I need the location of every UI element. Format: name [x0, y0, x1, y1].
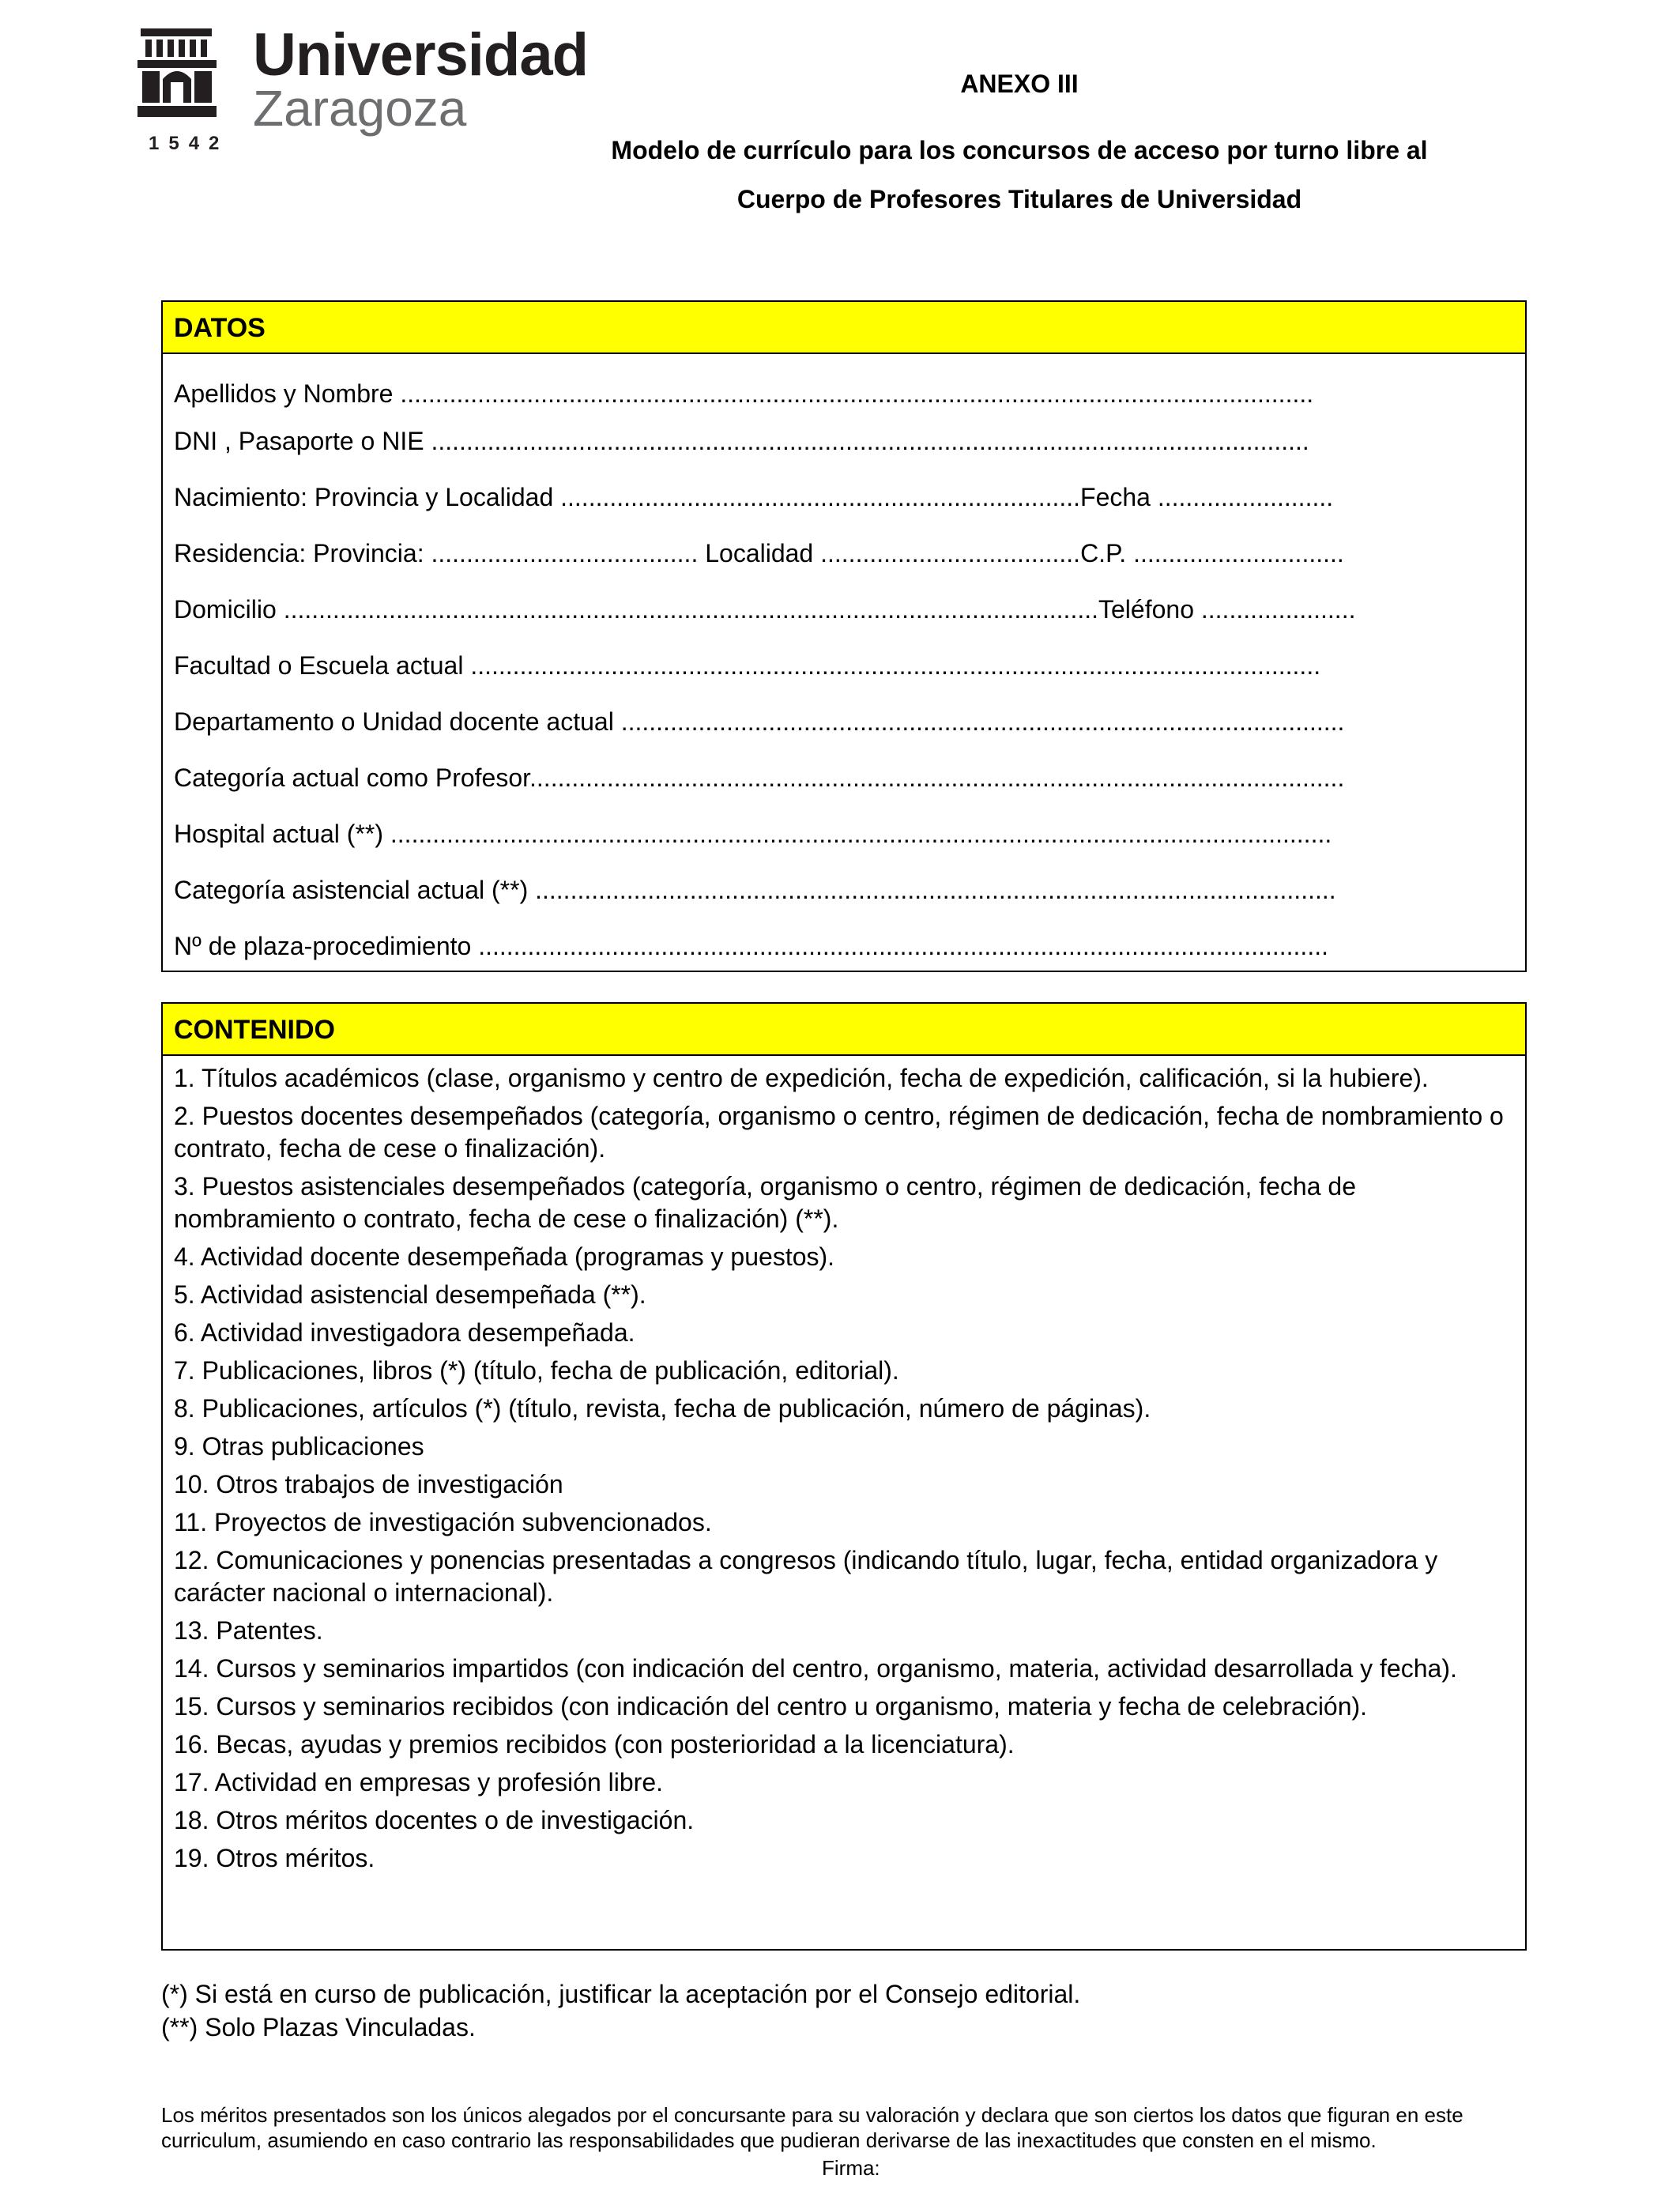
field-departamento[interactable]: Departamento o Unidad docente actual ....................................................................................................... [174, 707, 1345, 736]
logo-year: 1542 [149, 133, 229, 154]
list-item: 14. Cursos y seminarios impartidos (con indicación del centro, organismo, materia, actividad desarrollada y fecha). [174, 1654, 1457, 1683]
list-item: 10. Otros trabajos de investigación [174, 1470, 563, 1498]
signature-label: Firma: [822, 2156, 880, 2180]
field-dni[interactable]: DNI , Pasaporte o NIE ............................................................................................................................. [174, 427, 1309, 455]
contenido-list [163, 1056, 1525, 1875]
field-domicilio[interactable]: Domicilio ....................................................................................................................Teléfono ...................... [174, 595, 1356, 624]
footnotes [161, 1977, 1080, 2044]
footnote-publication: (*) Si está en curso de publicación, justificar la aceptación por el Consejo editorial. [161, 1980, 1081, 2008]
annex-title: ANEXO III [960, 70, 1079, 98]
declaration-text: Los méritos presentados son los únicos alegados por el concursante para su valoración y declara que son ciertos los datos que figuran en este curriculum, asumiendo en caso contrario las responsabilidades que pudieran derivarse de las inexactitudes que consten en el mismo. [161, 2103, 1463, 2152]
list-item: 1. Títulos académicos (clase, organismo y centro de expedición, fecha de expedición, calificación, si la hubiere). [174, 1064, 1429, 1092]
contenido-section [161, 1002, 1527, 1951]
field-apellidos-nombre[interactable]: Apellidos y Nombre .................................................................................................................................. [174, 379, 1314, 408]
field-nacimiento[interactable]: Nacimiento: Provincia y Localidad ..........................................................................Fecha ......................... [174, 483, 1334, 511]
list-item: 18. Otros méritos docentes o de investigación. [174, 1806, 695, 1834]
logo-name: Universidad [253, 21, 589, 89]
field-plaza-procedimiento[interactable]: Nº de plaza-procedimiento ......................................................................................................................... [174, 932, 1328, 960]
contenido-heading: CONTENIDO [163, 1004, 1525, 1056]
list-item: 2. Puestos docentes desempeñados (categoría, organismo o centro, régimen de dedicación, fecha de nombramiento o contrato, fecha de cese o finalización). [174, 1102, 1504, 1163]
list-item: 16. Becas, ayudas y premios recibidos (con posterioridad a la licenciatura). [174, 1730, 1015, 1759]
crest-icon [134, 28, 221, 131]
field-facultad[interactable]: Facultad o Escuela actual ......................................................................................................................... [174, 651, 1321, 680]
field-categoria-profesor[interactable]: Categoría actual como Profesor.................................................................................................................... [174, 763, 1345, 792]
list-item: 19. Otros méritos. [174, 1844, 375, 1872]
datos-section [161, 300, 1527, 972]
list-item: 9. Otras publicaciones [174, 1432, 424, 1461]
subtitle-line-1: Modelo de currículo para los concursos de acceso por turno libre al [611, 136, 1428, 164]
logo-city: Zaragoza [253, 80, 467, 137]
list-item: 6. Actividad investigadora desempeñada. [174, 1318, 635, 1347]
list-item: 4. Actividad docente desempeñada (programas y puestos). [174, 1242, 835, 1271]
footnote-vinculadas: (**) Solo Plazas Vinculadas. [161, 2013, 476, 2041]
list-item: 17. Actividad en empresas y profesión libre. [174, 1768, 663, 1796]
list-item: 8. Publicaciones, artículos (*) (título, revista, fecha de publicación, número de páginas). [174, 1394, 1151, 1423]
datos-heading: DATOS [163, 302, 1525, 354]
subtitle-line-2: Cuerpo de Profesores Titulares de Universidad [736, 185, 1302, 213]
list-item: 7. Publicaciones, libros (*) (título, fecha de publicación, editorial). [174, 1356, 899, 1385]
field-categoria-asistencial[interactable]: Categoría asistencial actual (**) .................................................................................................................. [174, 876, 1336, 904]
list-item: 15. Cursos y seminarios recibidos (con indicación del centro u organismo, materia y fecha de celebración). [174, 1692, 1368, 1721]
list-item: 13. Patentes. [174, 1616, 323, 1645]
list-item: 11. Proyectos de investigación subvencionados. [174, 1508, 712, 1536]
field-hospital[interactable]: Hospital actual (**) ...................................................................................................................................... [174, 820, 1332, 848]
list-item: 12. Comunicaciones y ponencias presentadas a congresos (indicando título, lugar, fecha, entidad organizadora y carácter nacional o internacional). [174, 1546, 1438, 1607]
university-logo [134, 21, 589, 160]
list-item: 3. Puestos asistenciales desempeñados (categoría, organismo o centro, régimen de dedicación, fecha de nombramiento o contrato, fecha de cese o finalización) (**). [174, 1172, 1356, 1233]
field-residencia[interactable]: Residencia: Provincia: ...................................... Localidad .....................................C.P. .............................. [174, 539, 1344, 567]
list-item: 5. Actividad asistencial desempeñada (**). [174, 1280, 646, 1309]
